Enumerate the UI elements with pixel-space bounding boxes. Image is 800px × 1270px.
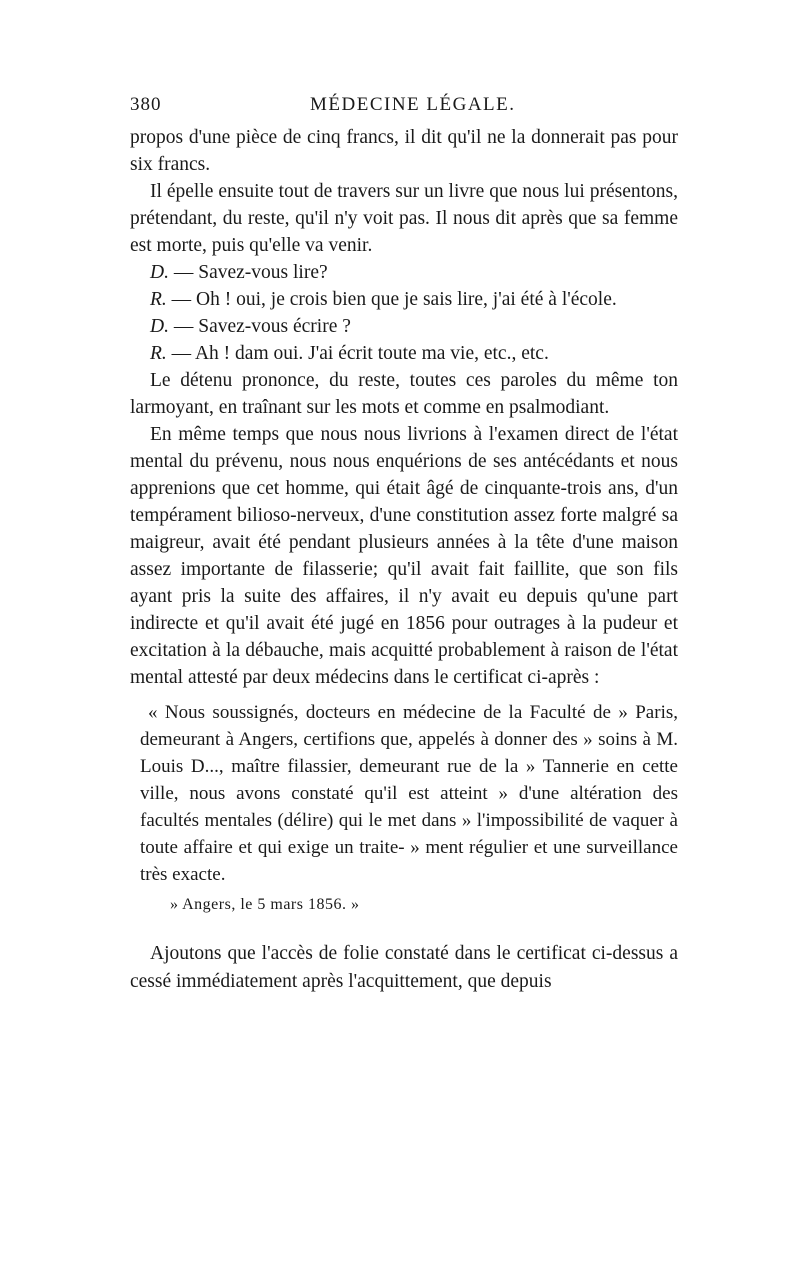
body-text <box>130 124 678 691</box>
running-title: MÉDECINE LÉGALE. <box>310 94 516 115</box>
closing-text <box>130 940 678 996</box>
book-page <box>130 94 678 996</box>
dialogue-speaker: D. <box>150 316 169 337</box>
paragraph-1: propos d'une pièce de cinq francs, il dit qu'il ne la donnerait pas pour six francs. <box>130 127 678 175</box>
certificate-quote <box>140 699 678 916</box>
dialogue-line <box>130 259 678 286</box>
dialogue-text: — Oh ! oui, je crois bien que je sais lire, j'ai été à l'école. <box>171 289 617 310</box>
dialogue-text: — Ah ! dam oui. J'ai écrit toute ma vie, etc., etc. <box>171 343 549 364</box>
dialogue-speaker: R. <box>150 343 167 364</box>
certificate-signature: » Angers, le 5 mars 1856. » <box>170 896 360 913</box>
certificate-text: « Nous soussignés, docteurs en médecine de la Faculté de » Paris, demeurant à Angers, certifions que, appelés à donner des » soins à M. Louis D..., maître filassier, demeurant rue de la » Tannerie en cette ville, nous avons constaté qu'il est atteint » d'une altération des facultés mentales (délire) qui le met dans » l'impossibilité de vaquer à toute affaire et qui exige un traite- » ment régulier et une surveillance très exacte. <box>140 702 678 885</box>
dialogue-line <box>130 286 678 313</box>
paragraph-3: Le détenu prononce, du reste, toutes ces paroles du même ton larmoyant, en traînant sur les mots et comme en psalmodiant. <box>130 370 678 418</box>
paragraph-2: Il épelle ensuite tout de travers sur un livre que nous lui présentons, prétendant, du reste, qu'il n'y voit pas. Il nous dit après que sa femme est morte, puis qu'elle va venir. <box>130 181 678 256</box>
page-number: 380 <box>130 94 162 115</box>
dialogue-text: — Savez-vous écrire ? <box>173 316 351 337</box>
dialogue-speaker: D. <box>150 262 169 283</box>
dialogue-line <box>130 340 678 367</box>
dialogue-line <box>130 313 678 340</box>
dialogue-text: — Savez-vous lire? <box>173 262 328 283</box>
page-header <box>130 94 678 124</box>
paragraph-4: En même temps que nous nous livrions à l'examen direct de l'état mental du prévenu, nous nous enquérions de ses antécédants et nous apprenions que cet homme, qui était âgé de cinquante-trois ans, d'un tempérament bilioso-nerveux, d'une constitution assez forte malgré sa maigreur, avait été pendant plusieurs années à la tête d'une maison assez importante de filasserie; qu'il avait fait faillite, que son fils ayant pris la suite des affaires, il n'y avait eu depuis qu'une part indirecte et qu'il avait été jugé en 1856 pour outrages à la pudeur et excitation à la débauche, mais acquitté probablement à raison de l'état mental attesté par deux médecins dans le certificat ci-après : <box>130 424 678 688</box>
paragraph-5: Ajoutons que l'accès de folie constaté dans le certificat ci-dessus a cessé immédiatement après l'acquittement, que depuis <box>130 943 678 992</box>
dialogue-speaker: R. <box>150 289 167 310</box>
